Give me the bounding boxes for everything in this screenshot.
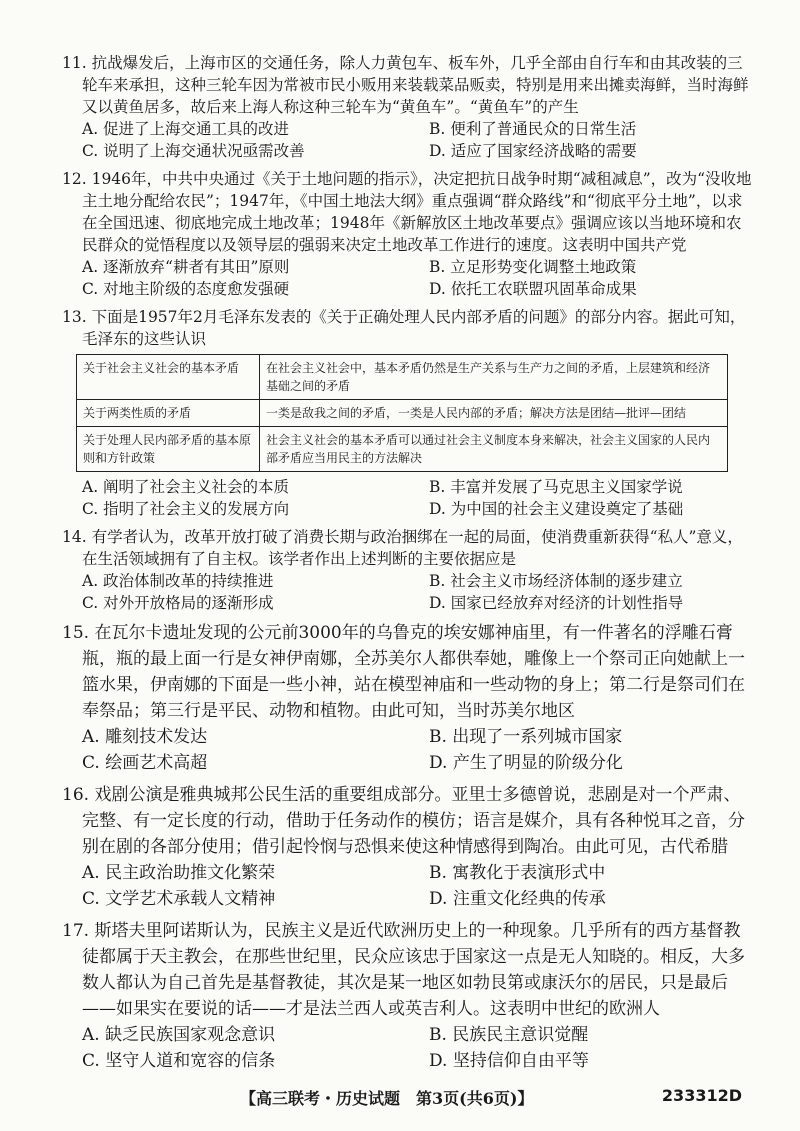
table-row (77, 427, 728, 472)
option-c: C. 指明了社会主义的发展方向 (82, 500, 290, 518)
table-cell-key: 关于处理人民内部矛盾的基本原则和方针政策 (77, 427, 260, 472)
option-b: B. 立足形势变化调整土地政策 (429, 258, 637, 276)
question-stem: 13. 下面是1957年2月毛泽东发表的《关于正确处理人民内部矛盾的问题》的部分内容。据此可知，毛泽东的这些认识 (62, 308, 746, 348)
footer-title: 【高三联考・历史试题 第3页(共6页)】 (240, 1089, 534, 1108)
option-d: D. 注重文化经典的传承 (429, 889, 606, 909)
option-d: D. 国家已经放弃对经济的计划性指导 (429, 594, 684, 612)
option-d: D. 产生了明显的阶级分化 (429, 753, 623, 773)
option-c: C. 对外开放格局的逐渐形成 (82, 594, 274, 612)
option-b: B. 便利了普通民众的日常生活 (429, 120, 637, 138)
option-d: D. 依托工农联盟巩固革命成果 (429, 280, 637, 298)
options (62, 256, 752, 300)
option-a: A. 阐明了社会主义社会的本质 (82, 478, 290, 496)
exam-page (62, 52, 752, 1080)
option-a: A. 政治体制改革的持续推进 (82, 572, 274, 590)
question-stem: 11. 抗战爆发后，上海市区的交通任务，除人力黄包车、板车外，几乎全部由自行车和由其改装的三轮车来承担，这种三轮车因为常被市民小贩用来装载菜品贩卖，特别是用来出摊卖海鲜，当时海鲜又以黄鱼居多，故后来上海人称这种三轮车为“黄鱼车”。“黄鱼车”的产生 (62, 54, 749, 116)
options (62, 118, 752, 162)
options (62, 476, 752, 520)
option-d: D. 为中国的社会主义建设奠定了基础 (429, 500, 684, 518)
option-a: A. 民主政治助推文化繁荣 (82, 863, 276, 883)
option-b: B. 丰富并发展了马克思主义国家学说 (429, 478, 683, 496)
table-row (77, 400, 728, 427)
options (62, 860, 752, 912)
question-11 (62, 52, 752, 162)
question-stem: 14. 有学者认为，改革开放打破了消费长期与政治捆绑在一起的局面，使消费重新获得“私人”意义，在生活领域拥有了自主权。该学者作出上述判断的主要依据应是 (62, 528, 743, 568)
table-row (77, 355, 728, 400)
table-cell-key: 关于社会主义社会的基本矛盾 (77, 355, 260, 400)
option-c: C. 坚守人道和宽容的信条 (82, 1051, 276, 1071)
option-a: A. 逐渐放弃“耕者有其田”原则 (82, 258, 290, 276)
option-b: B. 寓教化于表演形式中 (429, 863, 606, 883)
question-16 (62, 782, 752, 912)
option-c: C. 绘画艺术高超 (82, 753, 208, 773)
question-14 (62, 526, 752, 614)
question-stem: 15. 在瓦尔卡遗址发现的公元前3000年的乌鲁克的埃安娜神庙里，有一件著名的浮雕石膏瓶，瓶的最上面一行是女神伊南娜，全苏美尔人都供奉她，雕像上一个祭司正向她献上一篮水果，伊南娜的下面是一些小神，站在模型神庙和一些动物的身上；第二行是祭司们在奉祭品；第三行是平民、动物和植物。由此可知，当时苏美尔地区 (62, 623, 745, 721)
option-b: B. 社会主义市场经济体制的逐步建立 (429, 572, 683, 590)
option-b: B. 民族民主意识觉醒 (429, 1025, 589, 1045)
option-c: C. 对地主阶级的态度愈发强硬 (82, 280, 290, 298)
options (62, 1022, 752, 1074)
table-cell-value: 一类是敌我之间的矛盾，一类是人民内部的矛盾；解决方法是团结—批评—团结 (260, 400, 728, 427)
question-stem: 16. 戏剧公演是雅典城邦公民生活的重要组成部分。亚里士多德曾说，悲剧是对一个严肃、完整、有一定长度的行动，借助于任务动作的模仿；语言是媒介，具有各种悦耳之音，分别在剧的各部分使用；借引起怜悯与恐惧来使这种情感得到陶冶。由此可见，古代希腊 (62, 785, 745, 857)
option-b: B. 出现了一系列城市国家 (429, 727, 623, 747)
option-a: A. 缺乏民族国家观念意识 (82, 1025, 276, 1045)
options (62, 724, 752, 776)
option-d: D. 坚持信仰自由平等 (429, 1051, 589, 1071)
table-cell-value: 在社会主义社会中，基本矛盾仍然是生产关系与生产力之间的矛盾，上层建筑和经济基础之间的矛盾 (260, 355, 728, 400)
question-15 (62, 620, 752, 776)
question-17 (62, 918, 752, 1074)
table-cell-value: 社会主义社会的基本矛盾可以通过社会主义制度本身来解决，社会主义国家的人民内部矛盾应当用民主的方法解决 (260, 427, 728, 472)
content-table (76, 354, 728, 472)
option-a: A. 促进了上海交通工具的改进 (82, 120, 290, 138)
option-c: C. 说明了上海交通状况亟需改善 (82, 142, 305, 160)
options (62, 570, 752, 614)
question-stem: 12. 1946年，中共中央通过《关于土地问题的指示》，决定把抗日战争时期“减租减息”，改为“没收地主土地分配给农民”；1947年，《中国土地法大纲》重点强调“群众路线”和“彻底平分土地”，以求在全国迅速、彻底地完成土地改革；1948年《新解放区土地改革要点》强调应该以当地环境和农民群众的觉悟程度以及领导层的强弱来决定土地改革工作进行的速度。这表明中国共产党 (62, 170, 752, 254)
option-c: C. 文学艺术承载人文精神 (82, 889, 276, 909)
page-footer (0, 1086, 800, 1110)
document-code: 233312D (661, 1086, 742, 1105)
question-stem: 17. 斯塔夫里阿诺斯认为，民族主义是近代欧洲历史上的一种现象。几乎所有的西方基督教徒都属于天主教会，在那些世纪里，民众应该忠于国家这一点是无人知晓的。相反，大多数人都认为自己首先是基督教徒，其次是某一地区如勃艮第或康沃尔的居民，只是最后——如果实在要说的话——才是法兰西人或英吉利人。这表明中世纪的欧洲人 (62, 921, 745, 1019)
question-12 (62, 168, 752, 300)
option-d: D. 适应了国家经济战略的需要 (429, 142, 637, 160)
table-cell-key: 关于两类性质的矛盾 (77, 400, 260, 427)
option-a: A. 雕刻技术发达 (82, 727, 208, 747)
question-13 (62, 306, 752, 520)
